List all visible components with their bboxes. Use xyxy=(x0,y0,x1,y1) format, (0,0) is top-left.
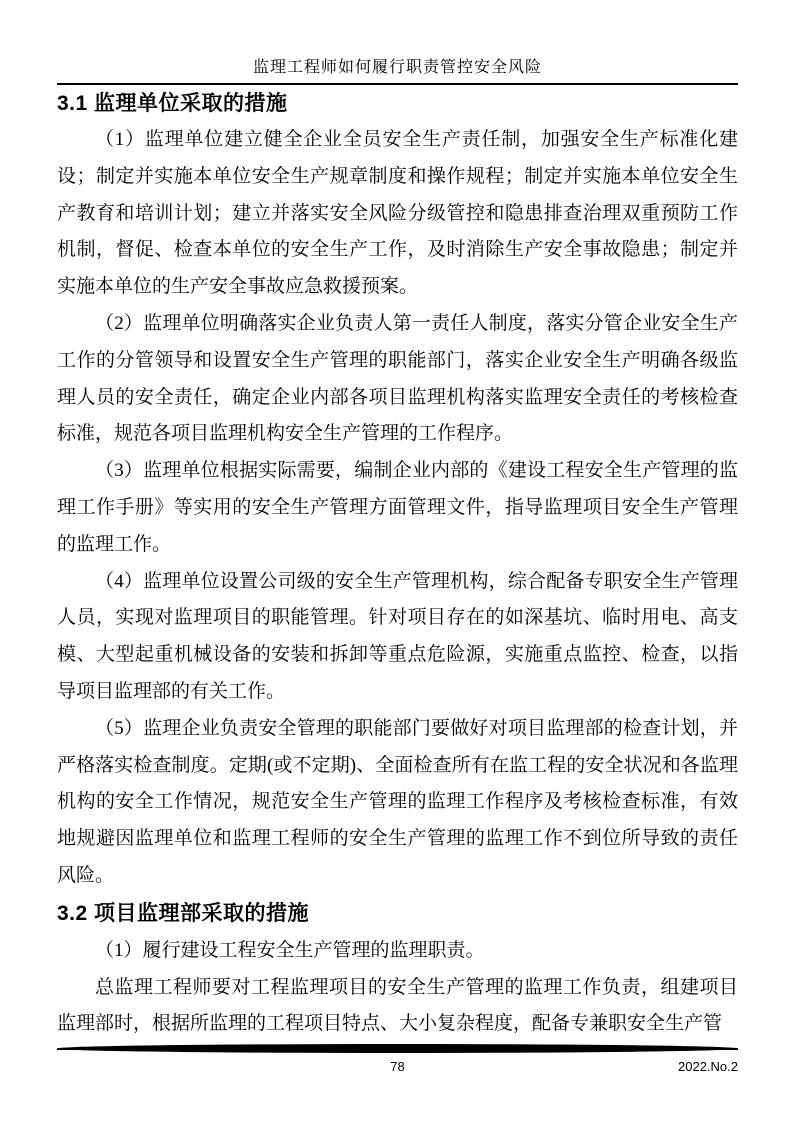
body-paragraph: （2）监理单位明确落实企业负责人第一责任人制度，落实分管企业安全生产工作的分管领导和设置安全生产管理的职能部门，落实企业安全生产明确各级监理人员的安全责任，确定企业内部各项目监理机构落实监理安全责任的考核检查标准，规范各项目监理机构安全生产管理的工作程序。 xyxy=(57,312,738,445)
body-paragraph: （5）监理企业负责安全管理的职能部门要做好对项目监理部的检查计划，并严格落实检查制度。定期(或不定期)、全面检查所有在监工程的安全状况和各监理机构的安全工作情况，规范安全生产管理的监理工作程序及考核检查标准，有效地规避因监理单位和监理工程师的安全生产管理的监理工作不到位所导致的责任风险。 xyxy=(57,717,738,886)
section-heading-3-2: 3.2 项目监理部采取的措施 xyxy=(57,901,310,925)
body-paragraph: （1）履行建设工程安全生产管理的监理职责。 xyxy=(95,939,485,961)
body-paragraph: 总监理工程师要对工程监理项目的安全生产管理的监理工作负责，组建项目监理部时，根据所监理的工程项目特点、大小复杂程度，配备专兼职安全生产管 xyxy=(57,976,738,1035)
body-paragraph: （4）监理单位设置公司级的安全生产管理机构，综合配备专职安全生产管理人员，实现对监理项目的职能管理。针对项目存在的如深基坑、临时用电、高支模、大型起重机械设备的安装和拆卸等重点危险源，实施重点监控、检查，以指导项目监理部的有关工作。 xyxy=(57,570,738,702)
footer-bar-lens xyxy=(57,1044,738,1053)
footer-row xyxy=(57,1058,738,1076)
page-number: 78 xyxy=(390,1059,405,1074)
header-rule xyxy=(57,83,738,85)
body-paragraph: （1）监理单位建立健全企业全员安全生产责任制，加强安全生产标准化建设；制定并实施本单位安全生产规章制度和操作规程；制定并实施本单位安全生产教育和培训计划；建立并落实安全风险分级管控和隐患排查治理双重预防工作机制，督促、检查本单位的安全生产工作，及时消除生产安全事故隐患；制定并实施本单位的生产安全事故应急救援预案。 xyxy=(57,129,738,298)
body-paragraph: （3）监理单位根据实际需要，编制企业内部的《建设工程安全生产管理的监理工作手册》等实用的安全生产管理方面管理文件，指导监理项目安全生产管理的监理工作。 xyxy=(57,460,738,555)
page-content xyxy=(57,0,738,1043)
footer-bar xyxy=(57,1044,738,1053)
page-footer xyxy=(57,1044,738,1076)
issue-label: 2022.No.2 xyxy=(678,1059,738,1074)
section-heading-3-1: 3.1 监理单位采取的措施 xyxy=(57,92,288,115)
running-head-title: 监理工程师如何履行职责管控安全风险 xyxy=(252,59,542,76)
